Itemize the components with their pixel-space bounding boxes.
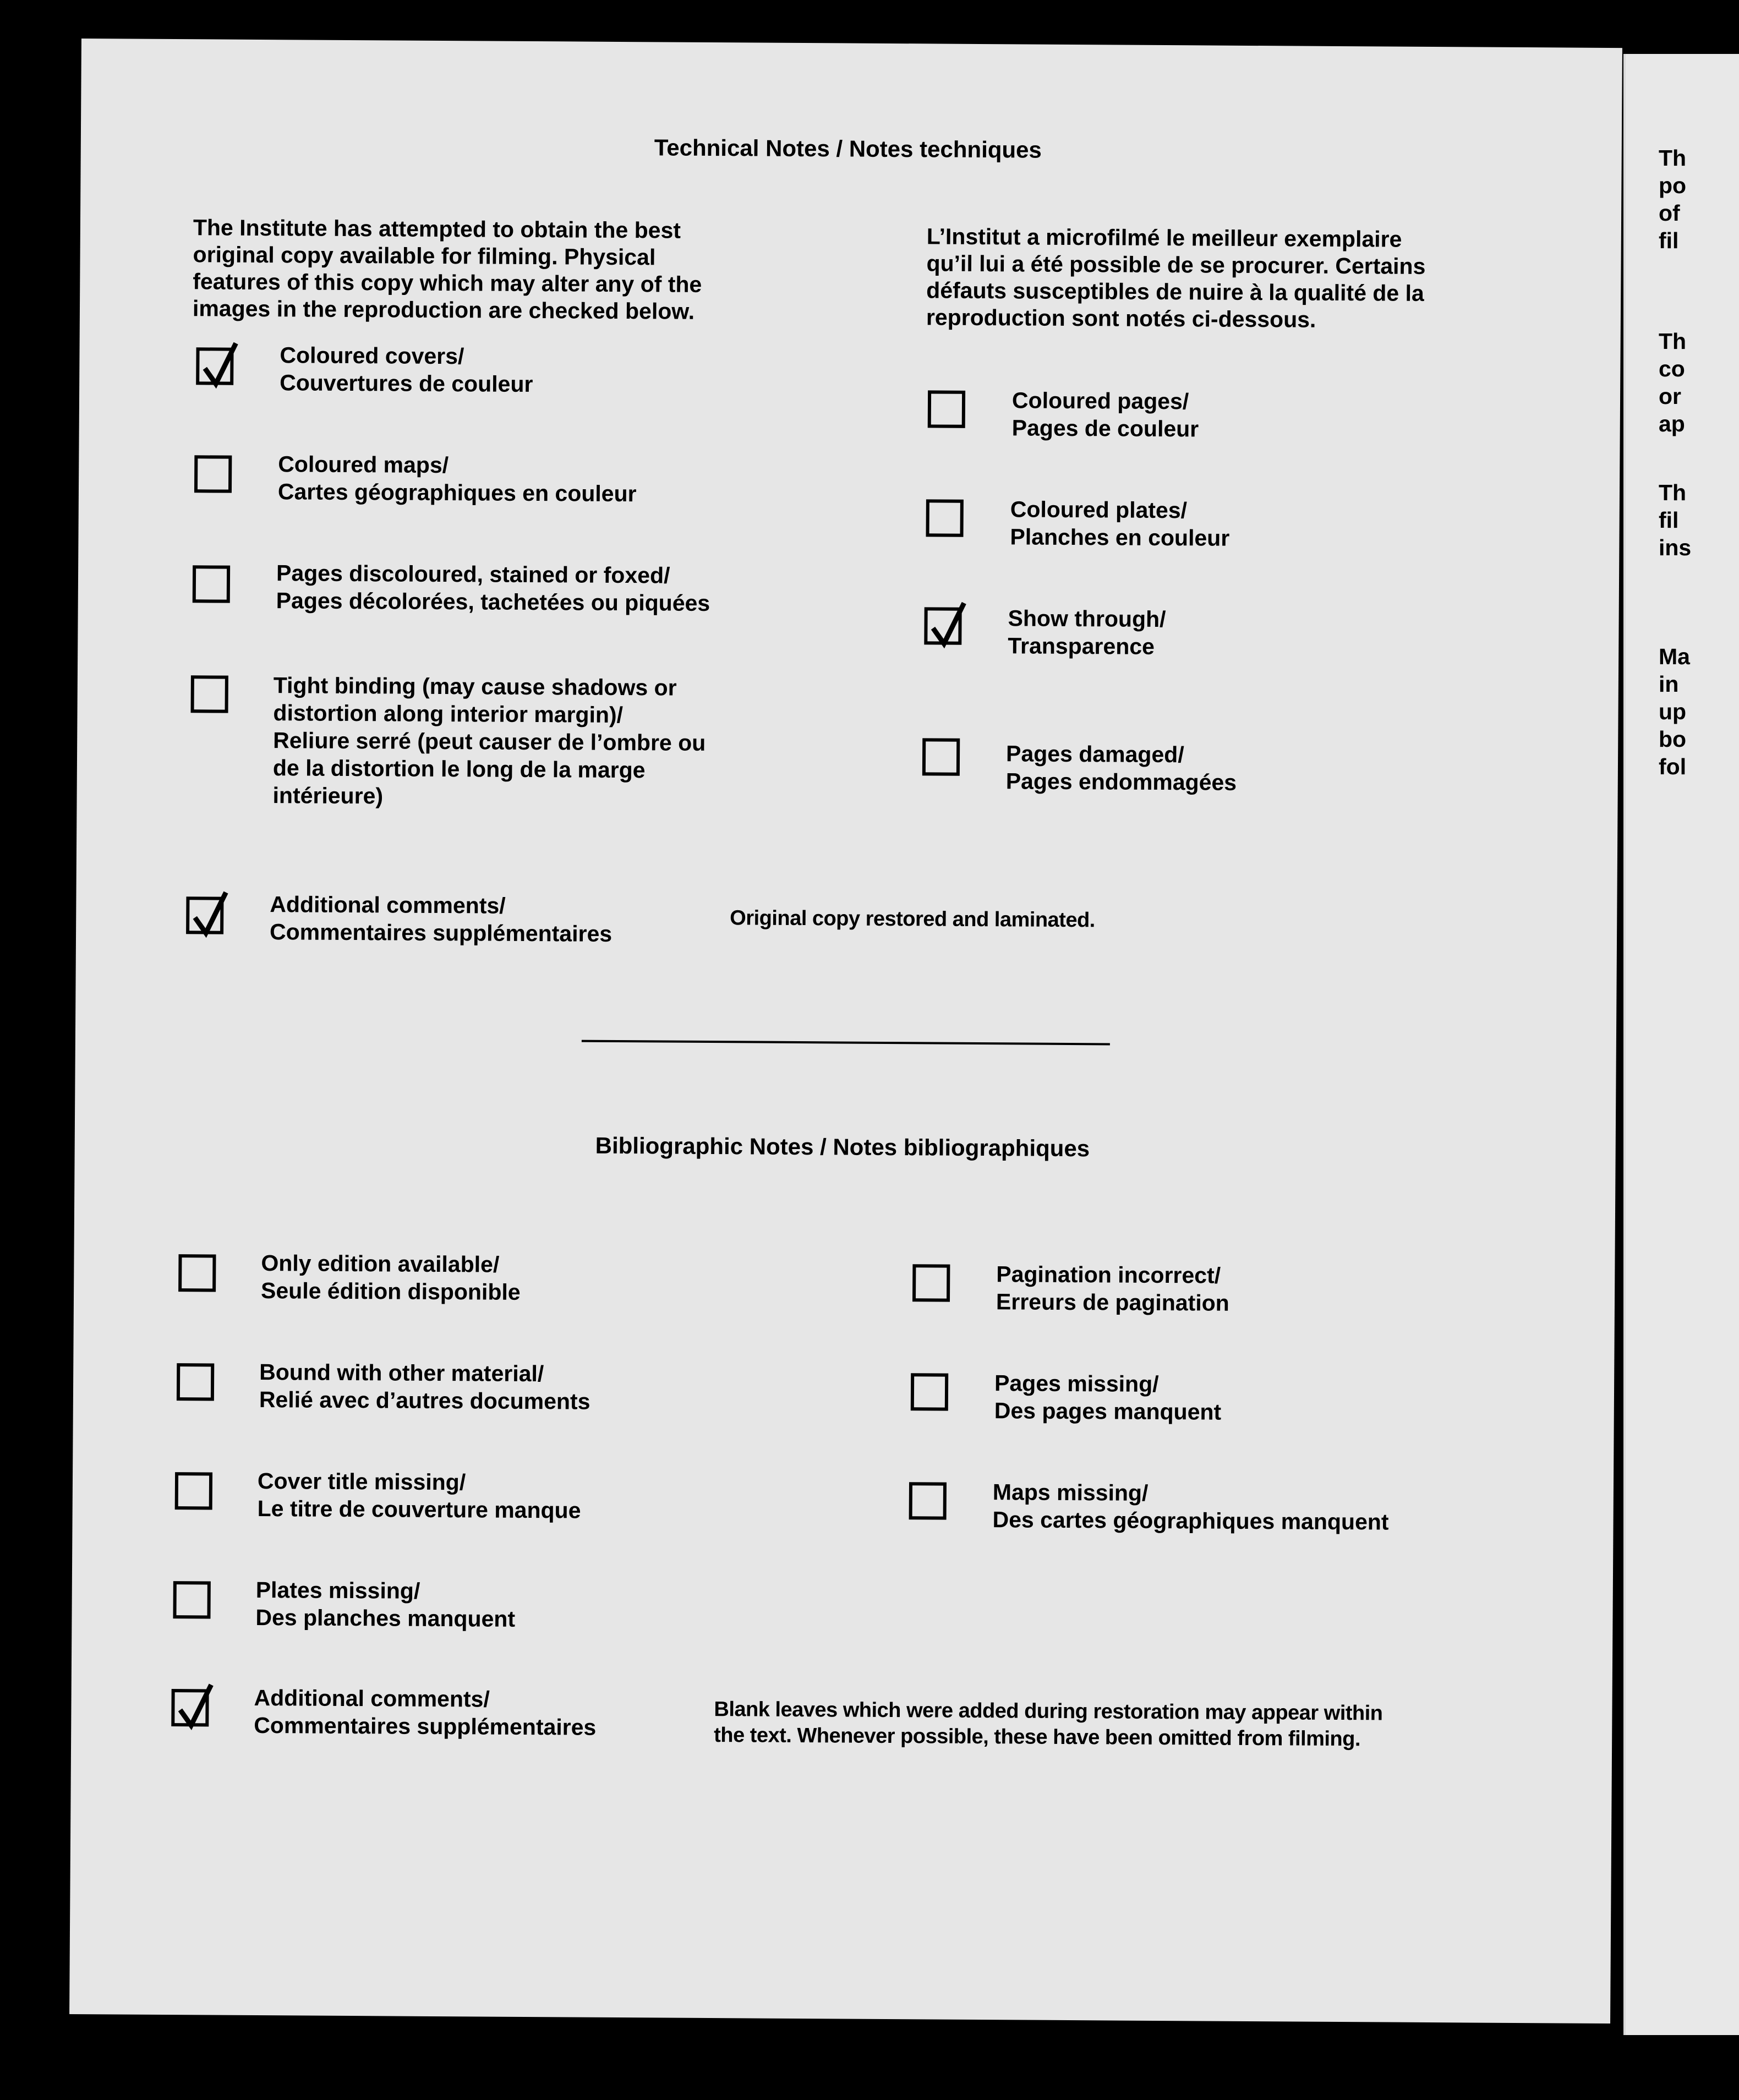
fragment: ins [1659,535,1692,560]
pages-discoloured-checkbox[interactable] [193,565,230,603]
intro-french [926,223,1426,334]
bibliographic-notes-title: Bibliographic Notes / Notes bibliographiques [595,1132,1090,1162]
bibliographic-additional-comments-checkbox[interactable] [171,1689,209,1726]
intro-line: features of this copy which may alter any of the [193,269,702,297]
pagination-incorrect-label: Pagination incorrect/ Erreurs de pagination [996,1261,1229,1316]
show-through-checkbox[interactable] [924,607,961,644]
intro-line: The Institute has attempted to obtain the best [193,215,681,243]
coloured-maps-label: Coloured maps/ Cartes géographiques en couleur [277,451,637,507]
notes-page [69,39,1622,2024]
pages-discoloured-label: Pages discoloured, stained or foxed/ Pages décolorées, tachetées ou piquées [276,560,710,616]
plates-missing-label: Plates missing/ Des planches manquent [255,1577,516,1632]
fragment: Th [1659,480,1687,505]
bibliographic-additional-comments-label: Additional comments/ Commentaires supplémentaires [254,1685,597,1740]
tight-binding-checkbox[interactable] [191,675,228,713]
fragment: po [1659,173,1687,198]
coloured-maps-checkbox[interactable] [194,455,232,493]
checkmark-icon [174,1681,217,1732]
cover-title-missing-label: Cover title missing/ Le titre de couverture manque [257,1468,581,1523]
fragment: Ma [1659,644,1690,669]
cover-title-missing-checkbox[interactable] [175,1472,212,1510]
coloured-covers-label: Coloured covers/ Couvertures de couleur [280,342,533,397]
fragment: fil [1659,228,1679,253]
intro-line: qu’il lui a été possible de se procurer. Certains [926,250,1426,279]
intro-line: L’Institut a microfilmé le meilleur exemplaire [926,223,1402,252]
intro-line: reproduction sont notés ci-dessous. [926,304,1316,332]
section-divider [582,1040,1110,1046]
fragment: co [1659,356,1685,381]
coloured-pages-label: Coloured pages/ Pages de couleur [1011,387,1199,442]
intro-line: défauts susceptibles de nuire à la qualité de la [926,277,1424,306]
maps-missing-checkbox[interactable] [909,1482,947,1519]
pagination-incorrect-checkbox[interactable] [912,1264,950,1301]
fragment: or [1659,384,1681,409]
bibliographic-comment: Blank leaves which were added during restoration may appear within the text. Whenever possible, these have been omitted from filming. [714,1698,1383,1751]
show-through-label: Show through/ Transparence [1008,605,1166,659]
fragment: of [1659,200,1680,226]
fragment: up [1659,699,1687,724]
fragment: Th [1659,329,1687,354]
adjacent-page [1623,54,1739,2035]
coloured-pages-checkbox[interactable] [928,390,965,428]
maps-missing-label: Maps missing/ Des cartes géographiques manquent [992,1479,1389,1535]
pages-missing-label: Pages missing/ Des pages manquent [994,1370,1222,1425]
only-edition-label: Only edition available/ Seule édition disponible [260,1250,521,1305]
pages-damaged-checkbox[interactable] [922,738,960,775]
technical-comment: Original copy restored and laminated. [730,906,1095,932]
coloured-plates-checkbox[interactable] [926,499,963,537]
checkmark-icon [189,889,232,939]
bound-with-label: Bound with other material/ Relié avec d’autres documents [259,1359,590,1414]
pages-missing-checkbox[interactable] [911,1373,948,1410]
additional-comments-label: Additional comments/ Commentaires supplémentaires [269,892,613,947]
bound-with-checkbox[interactable] [177,1363,214,1401]
only-edition-checkbox[interactable] [178,1254,216,1292]
plates-missing-checkbox[interactable] [173,1581,210,1618]
coloured-plates-label: Coloured plates/ Planches en couleur [1010,496,1230,551]
tight-binding-label: Tight binding (may cause shadows or distortion along interior margin)/ Reliure serré (peut causer de l’ombre ou de la distortion le long de la marge intérieure) [272,672,706,809]
fragment: bo [1659,726,1687,752]
fragment: fil [1659,507,1679,533]
fragment: in [1659,671,1679,697]
fragment: ap [1659,411,1685,436]
checkmark-icon [927,599,970,650]
intro-english [193,214,702,325]
coloured-covers-checkbox[interactable] [196,347,233,385]
intro-line: images in the reproduction are checked below. [192,296,695,324]
checkmark-icon [199,340,242,390]
pages-damaged-label: Pages damaged/ Pages endommagées [1005,741,1237,795]
technical-notes-title: Technical Notes / Notes techniques [654,134,1042,163]
intro-line: original copy available for filming. Physical [193,242,656,270]
fragment: Th [1659,145,1687,171]
fragment: fol [1659,754,1687,779]
additional-comments-checkbox[interactable] [186,896,223,934]
